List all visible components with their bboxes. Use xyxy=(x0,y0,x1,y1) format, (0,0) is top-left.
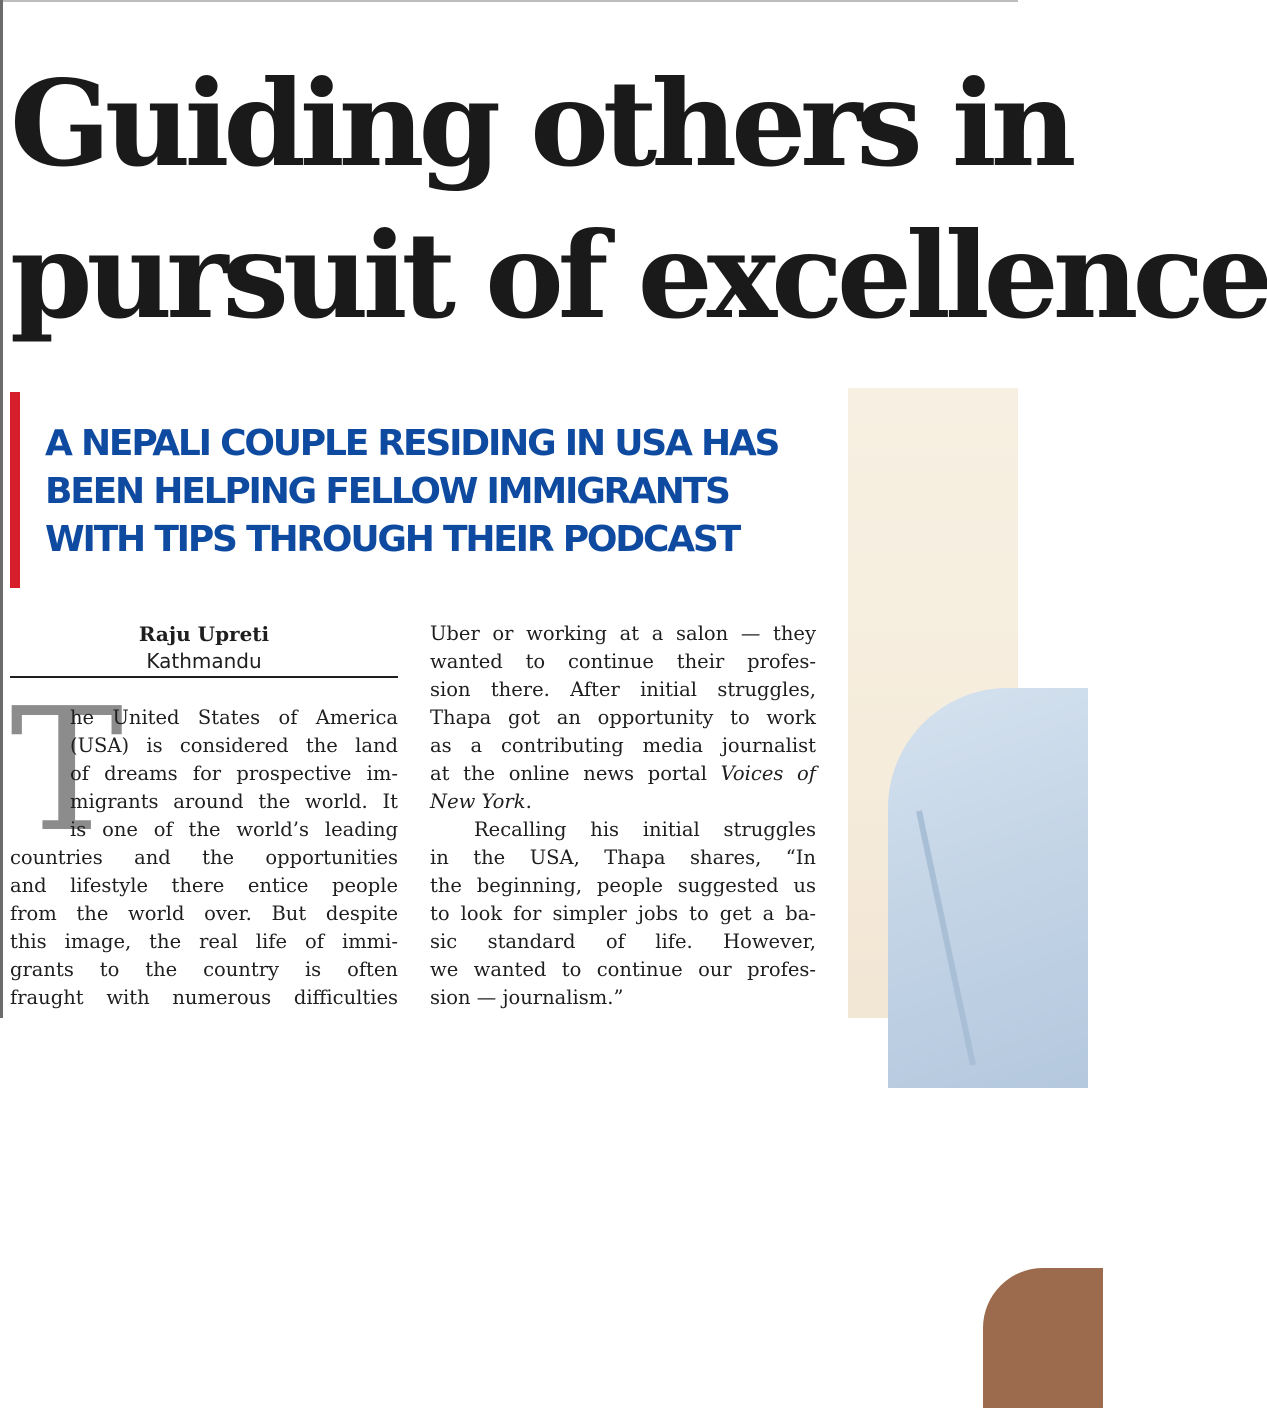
column-line: migrants around the world. It xyxy=(70,790,398,813)
top-rule xyxy=(0,0,1018,2)
shirt-shape xyxy=(888,688,1088,1088)
deck-line-2: BEEN HELPING FELLOW IMMIGRANTS xyxy=(45,471,729,512)
column-line: is one of the world’s leading xyxy=(70,818,398,841)
article-column-2 xyxy=(430,620,816,1012)
column-line: (USA) is considered the land xyxy=(70,734,398,757)
publication-name-cont: New York xyxy=(430,790,526,813)
byline-author: Raju Upreti xyxy=(138,622,270,646)
arm-shape xyxy=(983,1268,1103,1408)
portrait-photo xyxy=(848,388,1018,1018)
column-line xyxy=(430,788,816,816)
column-line: grants to the country is often xyxy=(10,958,398,981)
column-line: of dreams for prospective im- xyxy=(70,762,398,785)
deck-line-3: WITH TIPS THROUGH THEIR PODCAST xyxy=(45,519,739,560)
column-line: Thapa got an opportunity to work xyxy=(430,706,816,729)
article-column-1 xyxy=(10,672,398,1012)
column-line: fraught with numerous difficulties xyxy=(10,986,398,1009)
column-line: countries and the opportunities xyxy=(10,846,398,869)
drop-cap: T xyxy=(10,672,124,870)
column-line: Recalling his initial struggles xyxy=(474,818,816,841)
column-line: sion there. After initial struggles, xyxy=(430,678,816,701)
column-line: to look for simpler jobs to get a ba- xyxy=(430,902,816,925)
deck-line-1: A NEPALI COUPLE RESIDING IN USA HAS xyxy=(45,423,779,464)
deck xyxy=(45,420,835,564)
column-line: the beginning, people suggested us xyxy=(430,874,816,897)
headline-line-1: Guiding others in xyxy=(10,54,1071,193)
column-line: sic standard of life. However, xyxy=(430,930,816,953)
column-line: Uber or working at a salon — they xyxy=(430,622,816,645)
column-line: wanted to continue their profes- xyxy=(430,650,816,673)
publication-name: Voices of xyxy=(720,762,816,785)
column-line xyxy=(430,760,816,788)
column-line: we wanted to continue our profes- xyxy=(430,958,816,981)
page-edge xyxy=(0,0,3,1018)
deck-accent-bar xyxy=(10,392,20,588)
column-line: as a contributing media journalist xyxy=(430,734,816,757)
column-line: from the world over. But despite xyxy=(10,902,398,925)
byline xyxy=(10,620,398,678)
headline-line-2: pursuit of excellence xyxy=(10,206,1267,345)
column-text: at the online news portal xyxy=(430,762,707,785)
column-line: sion — journalism.” xyxy=(430,986,624,1009)
column-text: . xyxy=(525,790,532,813)
column-line: in the USA, Thapa shares, “In xyxy=(430,846,816,869)
byline-place: Kathmandu xyxy=(146,649,262,673)
column-line: this image, the real life of immi- xyxy=(10,930,398,953)
headline xyxy=(10,48,1267,352)
column-line: he United States of America xyxy=(70,706,398,729)
column-line: and lifestyle there entice people xyxy=(10,874,398,897)
